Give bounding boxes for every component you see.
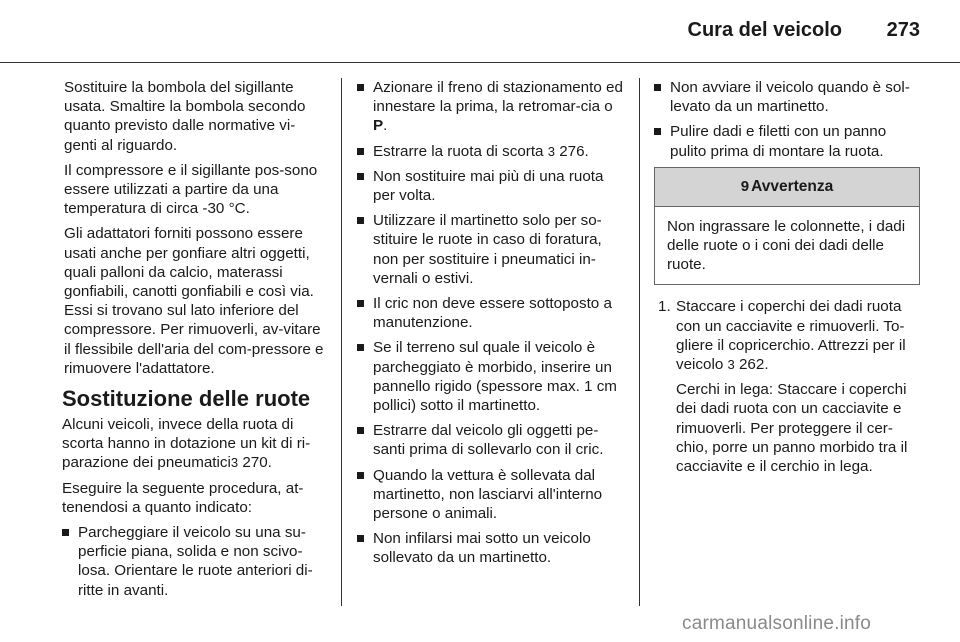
list-item: Azionare il freno di stazionamento ed innestare la prima, la retromar-cia o P. [357,78,625,136]
bullet-list [357,78,625,568]
paragraph: Gli adattatori forniti possono essere usati anche per gonfiare altri oggetti, quali palloni da calcio, materassi gonfiabili, canotti gonfiabili e così via. Essi si trovano sul lato inferiore del compressore. Per rimuoverli, av-vitare il flessibile dell'aria del com-pressore e rimuovere l'adattatore. [64,225,324,377]
xref-arrow-icon: 3 [230,455,239,471]
paragraph: Eseguire la seguente procedura, at-tenendosi a quanto indicato: [62,479,304,516]
list-item: Non sostituire mai più di una ruota per volta. [357,167,625,205]
list-item: Utilizzare il martinetto solo per so-stituire le ruote in caso di foratura, non per sostituire i pneumatici in-vernali o estivi. [357,211,625,288]
bullet-icon [357,300,364,307]
list-item: Se il terreno sul quale il veicolo è parcheggiato è morbido, inserire un pannello rigido (spessore max. 1 cm pollici) sotto il martinetto. [357,338,625,415]
list-item: Quando la vettura è sollevata dal martinetto, non lasciarvi all'interno persone o animali. [357,466,625,524]
page-header [0,0,960,63]
step-subparagraph: Cerchi in lega: Staccare i coperchi dei dadi ruota con un cacciavite e rimuoverli. Per proteggere il cer-chio, porre un panno morbido tra il cacciavite e il cerchio in lega. [676,381,908,476]
warning-header [655,168,919,207]
column-left [62,78,328,606]
list-item: Parcheggiare il veicolo su una su-perficie piana, solida e non scivo-losa. Orientare le ruote anteriori di-ritte in avanti. [62,523,328,600]
paragraph: Sostituire la bombola del sigillante usata. Smaltire la bombola secondo quanto previsto dalle normative vi-genti al riguardo. [64,79,306,154]
numbered-list [654,297,920,476]
column-divider [639,78,640,606]
bullet-icon [357,344,364,351]
list-item: Pulire dadi e filetti con un panno pulito prima di montare la ruota. [654,122,920,160]
bullet-icon [357,535,364,542]
xref-arrow-icon: 3 [727,357,735,373]
list-item: Il cric non deve essere sottoposto a manutenzione. [357,294,625,332]
bullet-icon [357,173,364,180]
list-item: 1. Staccare i coperchi dei dadi ruota con un cacciavite e rimuoverli. To-gliere il copricerchio. Attrezzi per il veicolo 3 262. Cerchi in lega: Staccare i coperchi dei dadi ruota con un cacciavite e rimuoverli. Per proteggere il cer-chio, porre un panno morbido tra il cacciavite e il cerchio in lega. [654,297,920,476]
step-number: 1. [658,298,671,316]
warning-title: Avvertenza [751,177,834,195]
warning-box [654,167,920,286]
bullet-icon [357,427,364,434]
column-divider [341,78,342,606]
warning-text: Non ingrassare le colonnette, i dadi delle ruote o i coni dei dadi delle ruote. [667,217,906,274]
column-middle [357,78,625,574]
bullet-list [62,523,328,600]
page-number: 273 [886,19,920,41]
bullet-icon [357,148,364,155]
bullet-icon [357,217,364,224]
xref-arrow-icon: 3 [547,143,555,159]
chapter-title: Cura del veicolo [687,19,842,41]
page-reference[interactable]: 262. [738,356,769,374]
bullet-icon [357,84,364,91]
bullet-icon [654,128,661,135]
column-right [654,78,920,482]
list-item: Non avviare il veicolo quando è sol-levato da un martinetto. [654,78,920,116]
list-item: Estrarre dal veicolo gli oggetti pe-santi prima di sollevarlo con il cric. [357,421,625,459]
list-item: Non infilarsi mai sotto un veicolo sollevato da un martinetto. [357,529,625,567]
page-reference[interactable]: 270. [242,454,272,472]
watermark: carmanualsonline.info [682,613,872,634]
warning-icon: 9 [740,177,750,195]
bullet-list [654,78,920,161]
list-item: Estrarre la ruota di scorta 3 276. [357,142,625,161]
page-reference[interactable]: 276. [559,142,589,160]
section-heading: Sostituzione delle ruote [62,386,311,412]
bullet-icon [357,472,364,479]
bullet-icon [62,529,69,536]
paragraph: Il compressore e il sigillante pos-sono essere utilizzati a partire da una temperatura di circa -30 °C. [64,161,318,218]
paragraph: Alcuni veicoli, invece della ruota di scorta hanno in dotazione un kit di ri-parazione dei pneumatici3 270. [62,416,311,472]
bullet-icon [654,84,661,91]
